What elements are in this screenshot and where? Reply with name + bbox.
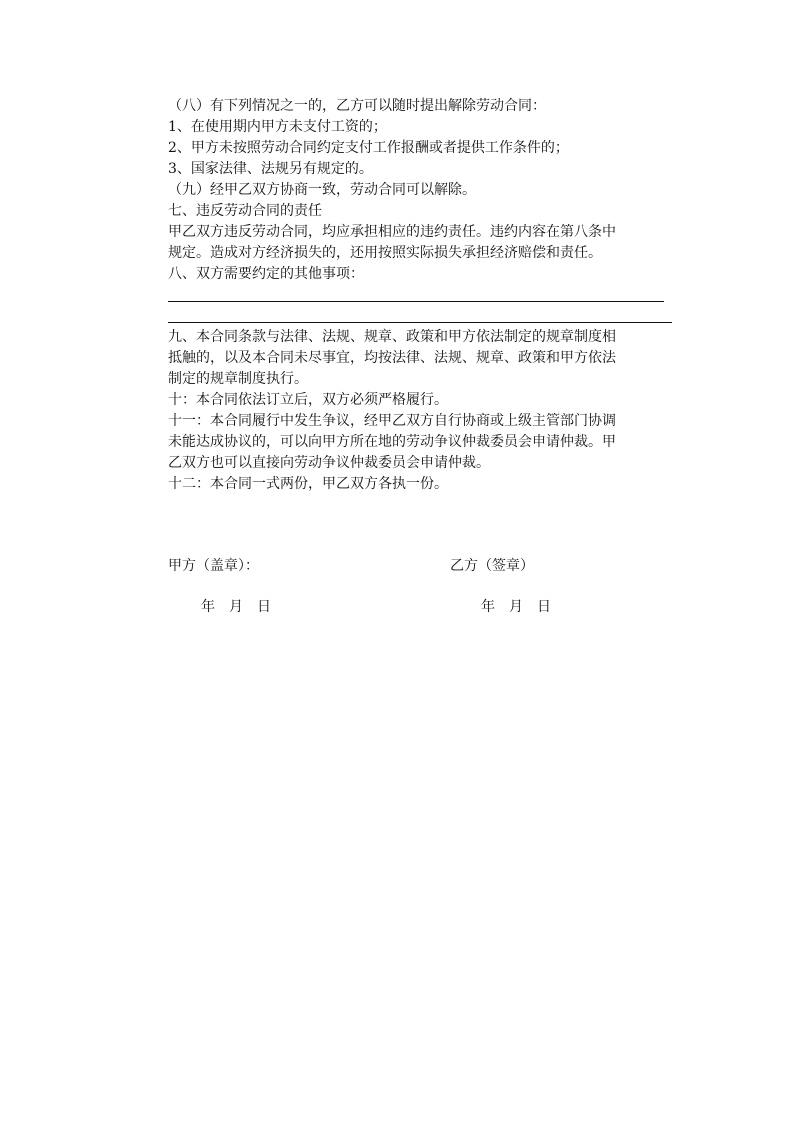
clause-sub-9: （九）经甲乙双方协商一致，劳动合同可以解除。 (168, 182, 476, 198)
section-11-text-line-1: 十一：本合同履行中发生争议，经甲乙双方自行协商或上级主管部门协调 (168, 413, 616, 429)
clause-8-sub-8-title: （八）有下列情况之一的，乙方可以随时提出解除劳动合同： (168, 98, 546, 114)
section-9-text-line-1: 九、本合同条款与法律、法规、规章、政策和甲方依法制定的规章制度相 (168, 329, 616, 345)
party-b-date: 年 月 日 (481, 599, 551, 615)
section-10-text: 十：本合同依法订立后，双方必须严格履行。 (168, 392, 448, 408)
section-8-title: 八、双方需要约定的其他事项： (168, 266, 364, 282)
party-b-sign-label: 乙方（签章） (450, 558, 534, 574)
blank-fill-line-2 (168, 322, 672, 323)
section-9-text-line-3: 制定的规章制度执行。 (168, 371, 308, 387)
section-11-text-line-3: 乙双方也可以直接向劳动争议仲裁委员会申请仲裁。 (168, 455, 490, 471)
clause-item-3: 3、国家法律、法规另有规定的。 (168, 161, 373, 177)
section-7-text-line-2: 规定。造成对方经济损失的，还用按照实际损失承担经济赔偿和责任。 (168, 245, 602, 261)
clause-item-1: 1、在使用期内甲方未支付工资的； (168, 119, 387, 135)
section-11-text-line-2: 未能达成协议的，可以向甲方所在地的劳动争议仲裁委员会申请仲裁。甲 (168, 434, 616, 450)
blank-fill-line-1 (168, 301, 664, 302)
section-7-text-line-1: 甲乙双方违反劳动合同，均应承担相应的违约责任。违约内容在第八条中 (168, 224, 616, 240)
section-12-text: 十二：本合同一式两份，甲乙双方各执一份。 (168, 476, 448, 492)
section-9-text-line-2: 抵触的，以及本合同未尽事宜，均按法律、法规、规章、政策和甲方依法 (168, 350, 616, 366)
clause-item-2: 2、甲方未按照劳动合同约定支付工作报酬或者提供工作条件的； (168, 140, 569, 156)
section-7-title: 七、违反劳动合同的责任 (168, 203, 322, 219)
party-a-seal-label: 甲方（盖章）： (168, 558, 259, 574)
party-a-date: 年 月 日 (201, 599, 271, 615)
